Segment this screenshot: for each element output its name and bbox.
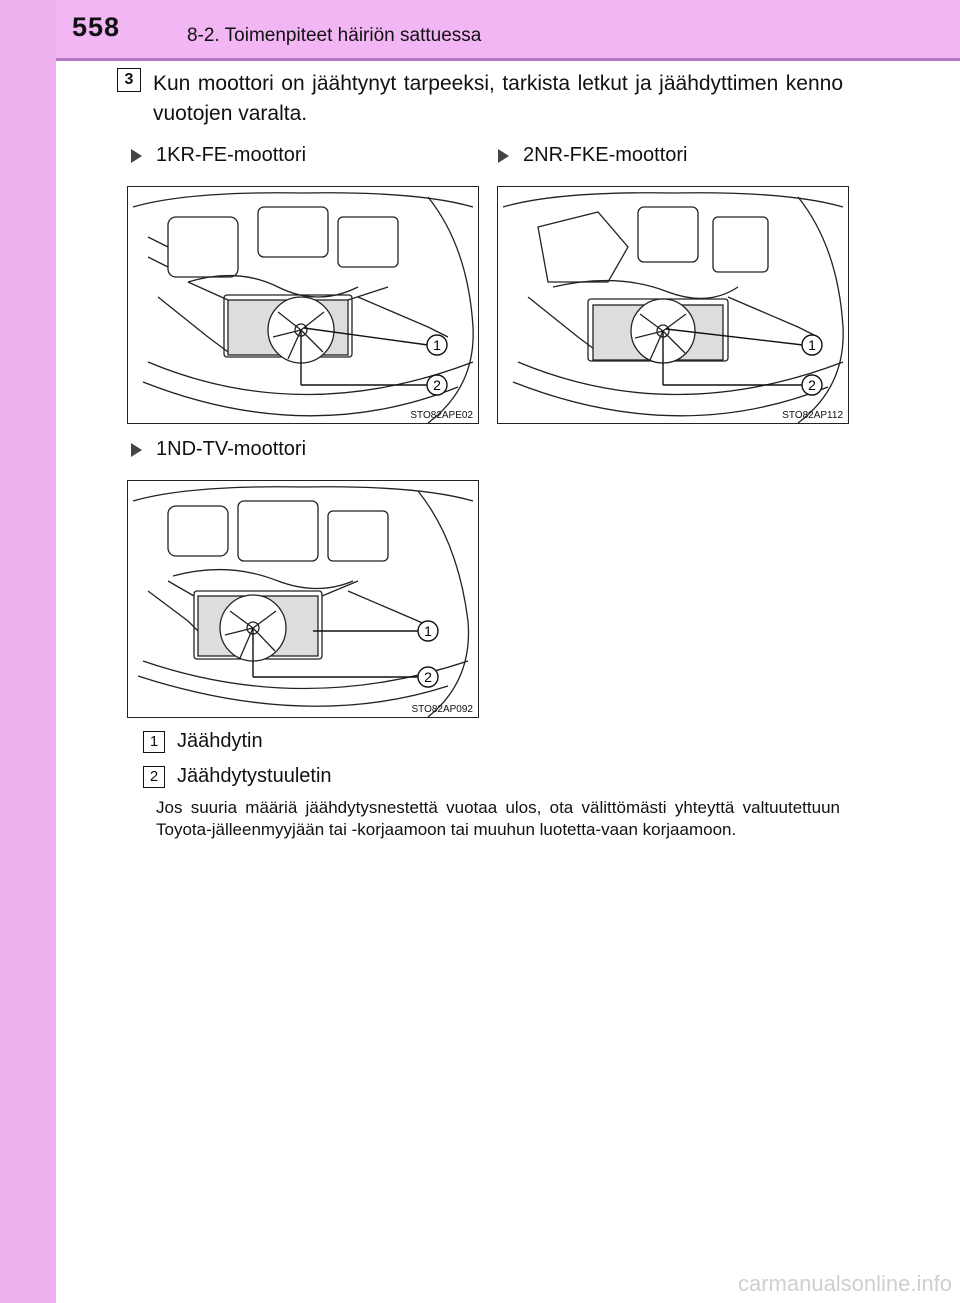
legend-number-box: 2 [143, 766, 165, 788]
step-number-box: 3 [117, 68, 141, 92]
callout-2: 2 [424, 669, 432, 685]
figure-code: STO82AP092 [411, 704, 473, 715]
bullet-triangle-icon [131, 443, 142, 457]
note-text: Jos suuria määriä jäähdytysnestettä vuotaa ulos, ota välittömästi yhteyttä valtuutettuun Toyota-jälleenmyyjään tai -korjaamoon tai muuhun luotetta-vaan korjaamoon. [156, 798, 840, 839]
section-title: 8-2. Toimenpiteet häiriön sattuessa [187, 25, 482, 46]
figure-code: STO82AP112 [782, 410, 843, 421]
engine-label-text: 2NR-FKE-moottori [523, 144, 688, 166]
bullet-triangle-icon [498, 149, 509, 163]
callout-1: 1 [433, 337, 441, 353]
engine-label-1nd [131, 438, 306, 461]
bullet-triangle-icon [131, 149, 142, 163]
legend-number-box: 1 [143, 731, 165, 753]
engine-drawing-1kr [128, 187, 478, 423]
legend-text: Jäähdytystuuletin [177, 765, 332, 787]
callout-1: 1 [424, 623, 432, 639]
step-text: Kun moottori on jäähtynyt tarpeeksi, tarkista letkut ja jäähdyttimen kenno vuotojen varalta. [153, 72, 843, 125]
header-divider [56, 58, 960, 61]
callout-2: 2 [808, 377, 816, 393]
engine-drawing-1nd [128, 481, 478, 717]
legend-item-cooling-fan [143, 765, 332, 788]
engine-illustration-2nr [497, 186, 849, 424]
engine-label-text: 1KR-FE-moottori [156, 144, 307, 166]
engine-illustration-1nd [127, 480, 479, 718]
callout-1: 1 [808, 337, 816, 353]
engine-drawing-2nr [498, 187, 848, 423]
legend-text: Jäähdytin [177, 730, 263, 752]
watermark: carmanualsonline.info [737, 1271, 952, 1296]
engine-label-text: 1ND-TV-moottori [156, 438, 307, 460]
figure-code: STO82APE02 [410, 410, 473, 421]
page-number: 558 [72, 12, 121, 42]
legend-item-radiator [143, 730, 263, 753]
engine-label-1kr [131, 144, 306, 167]
callout-2: 2 [433, 377, 441, 393]
engine-label-2nr [498, 144, 687, 167]
left-margin-band [0, 0, 56, 1303]
engine-illustration-1kr [127, 186, 479, 424]
